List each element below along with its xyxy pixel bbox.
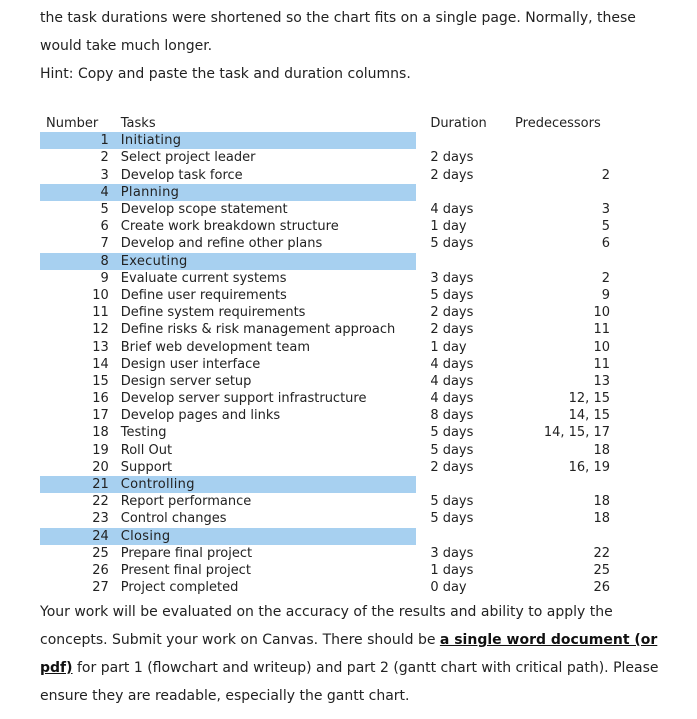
task-duration — [416, 476, 515, 493]
task-duration: 4 days — [430, 202, 474, 218]
task-duration: 2 days — [430, 167, 474, 183]
header-predecessors: Predecessors — [515, 116, 601, 132]
task-name: Report performance — [120, 494, 252, 510]
task-duration: 4 days — [430, 391, 474, 407]
task-number: 2 — [100, 150, 109, 166]
task-name: Project completed — [120, 580, 239, 596]
task-row — [40, 201, 610, 218]
task-number: 10 — [92, 287, 109, 303]
task-table — [40, 115, 610, 596]
task-row — [40, 390, 610, 407]
task-duration: 5 days — [430, 425, 474, 441]
task-row — [40, 287, 610, 304]
task-number: 7 — [100, 236, 109, 252]
task-duration: 2 days — [430, 322, 474, 338]
task-number: 22 — [92, 494, 109, 510]
task-predecessors: 16, 19 — [568, 459, 610, 475]
task-number: 20 — [92, 459, 109, 475]
task-number: 6 — [100, 219, 109, 235]
task-name: Roll Out — [120, 442, 173, 458]
task-name: Design user interface — [120, 356, 261, 372]
task-number: 25 — [92, 545, 109, 561]
task-name: Closing — [121, 528, 417, 545]
task-name: Testing — [120, 425, 167, 441]
task-name: Develop scope statement — [120, 202, 288, 218]
task-row — [40, 321, 610, 338]
task-number: 1 — [40, 132, 121, 149]
task-name: Planning — [121, 184, 417, 201]
task-number: 18 — [92, 425, 109, 441]
task-predecessors: 14, 15 — [568, 408, 610, 424]
task-row — [40, 167, 610, 184]
task-number: 8 — [40, 253, 121, 270]
task-predecessors — [515, 132, 610, 149]
task-number: 19 — [92, 442, 109, 458]
task-name: Evaluate current systems — [120, 270, 287, 286]
task-predecessors — [515, 253, 610, 270]
header-duration: Duration — [430, 116, 487, 132]
phase-row — [40, 253, 610, 270]
outro-text-2: for part 1 (flowchart and writeup) and part 2 (gantt chart with critical path). Please ensure they are readable, especially the gantt chart. — [40, 660, 659, 704]
task-row — [40, 510, 610, 527]
task-number: 16 — [92, 391, 109, 407]
task-row — [40, 356, 610, 373]
task-predecessors: 6 — [601, 236, 610, 252]
task-predecessors: 18 — [593, 442, 610, 458]
task-duration: 1 days — [430, 562, 474, 578]
task-predecessors: 26 — [593, 580, 610, 596]
task-duration: 0 day — [430, 580, 467, 596]
task-row — [40, 562, 610, 579]
task-name: Select project leader — [120, 150, 256, 166]
task-name: Develop pages and links — [120, 408, 281, 424]
task-number: 14 — [92, 356, 109, 372]
task-predecessors: 22 — [593, 545, 610, 561]
task-number: 24 — [40, 528, 121, 545]
task-predecessors: 2 — [601, 167, 610, 183]
outro-text-1: Your work will be evaluated on the accuracy of the results and ability to apply the concepts. Submit your work on Canvas. There should be — [40, 604, 613, 648]
task-name: Develop task force — [120, 167, 243, 183]
task-predecessors: 3 — [601, 202, 610, 218]
task-name: Define risks & risk management approach — [120, 322, 396, 338]
phase-row — [40, 528, 610, 545]
task-duration — [416, 528, 515, 545]
task-number: 26 — [92, 562, 109, 578]
task-predecessors — [515, 476, 610, 493]
task-number: 3 — [100, 167, 109, 183]
task-duration: 2 days — [430, 150, 474, 166]
task-number: 11 — [92, 305, 109, 321]
task-name: Define user requirements — [120, 287, 287, 303]
phase-row — [40, 184, 610, 201]
task-duration: 2 days — [430, 459, 474, 475]
task-predecessors: 10 — [593, 339, 610, 355]
task-row — [40, 149, 610, 166]
task-predecessors: 14, 15, 17 — [543, 425, 610, 441]
task-number: 15 — [92, 373, 109, 389]
task-name: Controlling — [121, 476, 417, 493]
task-name: Define system requirements — [120, 305, 306, 321]
hint-text: Hint: Copy and paste the task and duration columns. — [40, 66, 411, 82]
task-row — [40, 270, 610, 287]
task-row — [40, 545, 610, 562]
task-predecessors — [515, 184, 610, 201]
task-predecessors: 9 — [601, 287, 610, 303]
task-row — [40, 235, 610, 252]
task-predecessors: 18 — [593, 511, 610, 527]
intro-paragraph: the task durations were shortened so the chart fits on a single page. Normally, these would take much longer. — [40, 10, 636, 54]
task-duration: 2 days — [430, 305, 474, 321]
task-name: Create work breakdown structure — [120, 219, 339, 235]
task-duration: 4 days — [430, 356, 474, 372]
task-duration: 5 days — [430, 287, 474, 303]
task-number: 5 — [100, 202, 109, 218]
task-duration: 5 days — [430, 236, 474, 252]
task-predecessors: 18 — [593, 494, 610, 510]
task-duration: 5 days — [430, 442, 474, 458]
task-name: Support — [120, 459, 173, 475]
task-name: Initiating — [121, 132, 417, 149]
task-predecessors: 13 — [593, 373, 610, 389]
task-row — [40, 424, 610, 441]
table-header-row — [40, 115, 610, 132]
task-number: 27 — [92, 580, 109, 596]
task-duration: 5 days — [430, 494, 474, 510]
task-number: 4 — [40, 184, 121, 201]
task-duration: 3 days — [430, 270, 474, 286]
task-row — [40, 459, 610, 476]
header-number: Number — [46, 116, 99, 132]
task-row — [40, 218, 610, 235]
task-number: 21 — [40, 476, 121, 493]
header-tasks: Tasks — [120, 116, 156, 132]
task-duration: 1 day — [430, 339, 467, 355]
task-row — [40, 304, 610, 321]
task-predecessors: 11 — [593, 356, 610, 372]
task-name: Prepare final project — [120, 545, 253, 561]
task-predecessors: 11 — [593, 322, 610, 338]
task-name: Brief web development team — [120, 339, 310, 355]
task-predecessors: 5 — [601, 219, 610, 235]
task-row — [40, 493, 610, 510]
task-name: Control changes — [120, 511, 227, 527]
task-name: Executing — [121, 253, 417, 270]
task-number: 23 — [92, 511, 109, 527]
phase-row — [40, 132, 610, 149]
phase-row — [40, 476, 610, 493]
outro-paragraph — [40, 598, 680, 710]
task-name: Develop and refine other plans — [120, 236, 323, 252]
task-row — [40, 338, 610, 355]
task-row — [40, 407, 610, 424]
task-predecessors: 25 — [593, 562, 610, 578]
task-predecessors — [515, 149, 610, 166]
task-predecessors: 2 — [601, 270, 610, 286]
task-number: 13 — [92, 339, 109, 355]
task-duration: 3 days — [430, 545, 474, 561]
task-row — [40, 442, 610, 459]
task-predecessors — [515, 528, 610, 545]
task-duration: 4 days — [430, 373, 474, 389]
task-duration: 1 day — [430, 219, 467, 235]
task-duration — [416, 184, 515, 201]
single-document-emphasis: a single word document (or pdf) — [40, 632, 658, 676]
task-number: 17 — [92, 408, 109, 424]
task-duration: 5 days — [430, 511, 474, 527]
task-row — [40, 579, 610, 596]
task-name: Develop server support infrastructure — [120, 391, 367, 407]
task-duration — [416, 253, 515, 270]
task-duration: 8 days — [430, 408, 474, 424]
task-name: Present final project — [120, 562, 251, 578]
task-name: Design server setup — [120, 373, 252, 389]
task-predecessors: 12, 15 — [568, 391, 610, 407]
task-number: 9 — [100, 270, 109, 286]
task-row — [40, 373, 610, 390]
task-duration — [416, 132, 515, 149]
task-predecessors: 10 — [593, 305, 610, 321]
task-number: 12 — [92, 322, 109, 338]
